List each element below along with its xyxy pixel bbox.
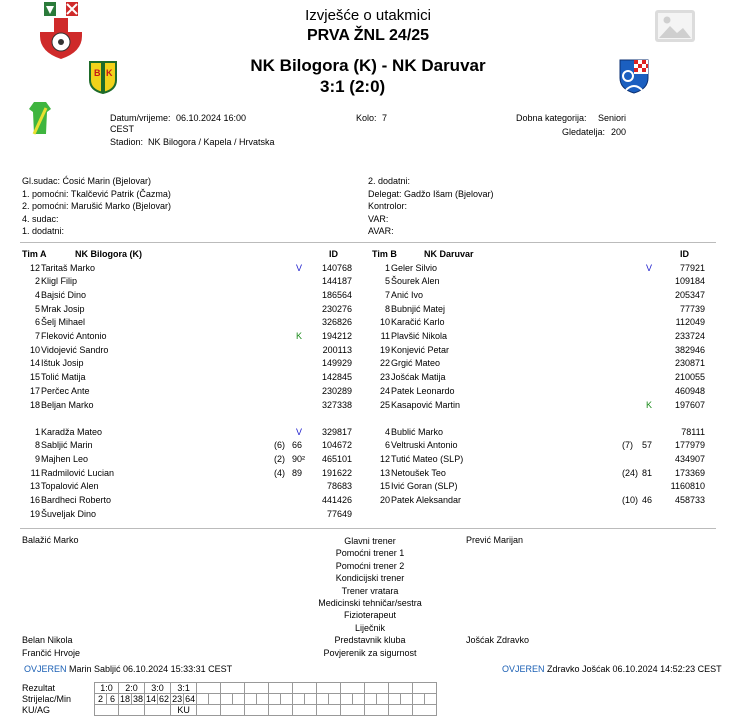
staff-role: Pomoćni trener 2 [335,560,405,571]
player-number: 5 [384,276,390,287]
player-name: Šelj Mihael [41,317,86,328]
team-b-head-coach: Prević Marijan [466,535,524,545]
kuag-cell [119,705,145,716]
divider [20,528,716,529]
sub-minute: 46 [642,495,653,505]
player-name: Kligl Filip [41,276,78,287]
score-cell [389,683,413,694]
score-cell: 2:0 [119,683,145,694]
player-id: 434907 [674,453,705,464]
player-number: 22 [379,358,390,369]
kuag-cell [221,705,245,716]
score-cell [341,683,365,694]
kuag-cell [365,705,389,716]
player-number: 7 [384,289,390,300]
player-name: Tutić Mateo (SLP) [391,453,464,464]
sub-for: (6) [274,440,285,451]
player-number: 1 [34,426,40,437]
kuag-cell [341,705,365,716]
player-number: 24 [379,385,390,396]
player-role-mark: V [296,426,303,437]
official-line: Gl.sudac: Ćosić Marin (Bjelovar) [22,176,152,186]
player-number: 13 [29,481,40,492]
player-name: Sabljić Marin [41,440,93,451]
player-name: Netoušek Teo [391,467,446,478]
player-number: 2 [34,276,40,287]
player-id: 77649 [326,508,352,519]
player-role-mark: V [296,262,303,273]
player-number: 14 [29,358,40,369]
player-number: 19 [29,508,40,519]
scorer-cell [329,694,341,705]
player-id: 382946 [674,344,705,355]
official-line: Kontrolor: [368,201,408,211]
staff-role: Pomoćni trener 1 [335,548,405,559]
scorer-cell: 14 [146,694,157,704]
player-number: 8 [384,303,390,314]
player-name: Konjević Petar [391,344,450,355]
score-cell: 3:0 [145,683,171,694]
player-name: Kasapović Martin [391,399,461,410]
player-name: Vidojević Sandro [41,344,109,355]
kuag-cell [145,705,171,716]
player-id: 465101 [321,453,352,464]
kuag-cell [269,705,293,716]
player-name: Jošćak Matija [391,372,446,383]
scorer-cell [221,694,233,705]
player-id: 1160810 [670,481,705,492]
player-id: 327338 [321,399,352,410]
scorer-cell [305,694,317,705]
score-cell [197,683,221,694]
player-name: Perčec Ante [41,385,90,396]
player-number: 15 [29,372,40,383]
player-number: 10 [29,344,40,355]
player-id: 177979 [674,440,705,451]
player-name: Veltruski Antonio [391,440,458,451]
scorer-cell [269,694,281,705]
scorer-cell [365,694,377,705]
kuag-cell [317,705,341,716]
score-table-row-label: KU/AG [22,705,51,715]
sub-minute: 81 [642,467,653,478]
scorer-cell [317,694,329,705]
official-line: 4. sudac: [22,213,59,224]
verification-right [502,664,722,674]
staff-role: Medicinski tehničar/sestra [318,598,422,609]
sub-minute: 89 [292,467,303,478]
staff-role: Trener vratara [341,585,399,596]
officials-right [368,175,494,238]
player-number: 17 [29,385,40,396]
player-number: 9 [34,453,40,464]
match-score: 3:1 (2:0) [320,77,386,96]
scorer-cell [257,694,269,705]
kuag-cell [389,705,413,716]
player-number: 1 [384,262,390,273]
player-number: 4 [384,426,390,437]
player-name: Taritaš Marko [41,262,96,273]
player-id: 197607 [674,399,705,410]
spectators-label: Gledatelja: [562,127,606,137]
competition-name: PRVA ŽNL 24/25 [306,27,430,44]
player-id: 77739 [679,303,705,314]
player-id: 112049 [675,317,705,328]
jersey-icon [28,100,52,136]
player-name: Ištuk Josip [41,358,84,369]
player-id: 104672 [321,440,352,451]
player-number: 19 [379,344,390,355]
scorer-cell: 18 [120,694,131,704]
sub-minute: 66 [292,440,303,451]
kuag-cell [197,705,221,716]
player-name: Bubnjić Matej [391,303,446,314]
score-progression-table [20,682,437,716]
player-id: 329817 [321,426,352,437]
team-b-id-header: ID [680,249,689,259]
player-name: Majhen Leo [41,453,89,464]
spectators-value: 200 [611,127,627,137]
scorer-cell [293,694,305,705]
player-number: 12 [379,453,390,464]
kuag-cell: KU [171,705,197,716]
player-number: 6 [34,317,40,328]
player-name: Geler Silvio [391,262,438,273]
staff-role: Povjerenik za sigurnost [323,647,417,658]
score-cell [365,683,389,694]
stadium-value: NK Bilogora / Kapela / Hrvatska [148,137,275,147]
official-line: AVAR: [368,226,394,236]
player-id: 205347 [674,289,705,300]
staff-role: Fizioterapeut [343,610,397,621]
player-id: 144187 [321,276,352,287]
player-id: 173369 [674,467,705,478]
player-name: Karadža Mateo [41,426,103,437]
team-a-name: NK Bilogora (K) [75,249,142,259]
score-cell [413,683,437,694]
player-number: 11 [30,467,40,478]
scorer-cell [389,694,401,705]
scorer-cell: 38 [133,694,144,704]
sub-for: (4) [274,467,285,478]
daruvar-logo-icon [618,56,650,94]
verified-word: OVJEREN [24,664,67,674]
team-b-club-rep: Jošćak Zdravko [466,635,530,645]
official-line: 2. dodatni: [368,176,411,186]
player-id: 460948 [674,385,705,396]
player-id: 186564 [321,289,352,300]
scorer-cell: 2 [95,694,107,705]
scorer-cell: 23 [172,694,183,704]
player-id: 233724 [674,331,705,341]
player-name: Karačić Karlo [391,317,445,328]
official-line: 2. pomoćni: Marušić Marko (Bjelovar) [22,201,172,211]
player-id: 78683 [326,481,352,492]
player-number: 4 [34,289,40,300]
official-line: 1. pomoćni: Tkalčević Patrik (Čazma) [22,188,171,199]
player-number: 15 [379,481,390,492]
player-id: 140768 [321,262,352,273]
player-name: Grgić Mateo [391,358,441,369]
score-cell [269,683,293,694]
datetime-label: Datum/vrijeme: [110,113,171,123]
player-number: 6 [384,440,390,451]
sub-for: (10) [622,495,639,505]
player-number: 5 [34,303,40,314]
player-id: 458733 [674,495,705,505]
player-id: 109184 [674,276,705,287]
official-line: Delegat: Gadžo Išam (Bjelovar) [368,188,494,199]
sub-minute: 90² [292,453,306,464]
player-number: 16 [29,495,40,505]
scorer-cell [245,694,257,705]
federation-crest-icon [38,2,84,60]
team-b-label: Tim B [372,249,397,259]
player-id: 230276 [321,303,352,314]
scorer-cell [413,694,425,705]
team-a-security: Frančić Hrvoje [22,648,81,658]
player-name: Bajsić Dino [41,289,87,300]
team-b-name: NK Daruvar [424,249,474,259]
score-cell: 1:0 [95,683,119,694]
category-label: Dobna kategorija: [516,113,587,123]
player-name: Topalović Alen [41,481,99,492]
staff-roles [290,535,450,659]
player-name: Beljan Marko [41,399,94,410]
player-name: Bublić Marko [391,426,444,437]
verified-by: Marin Sabljić 06.10.2024 15:33:31 CEST [69,664,233,674]
staff-role: Kondicijski trener [335,573,405,584]
player-id: 78111 [681,426,705,437]
kuag-cell [245,705,269,716]
player-id: 149929 [321,358,352,369]
player-number: 25 [379,399,390,410]
verified-by: Zdravko Jošćak 06.10.2024 14:52:23 CEST [547,664,722,674]
player-name: Radmilović Lucian [41,467,115,478]
player-number: 13 [379,467,390,478]
match-title: NK Bilogora (K) - NK Daruvar [250,56,486,75]
kolo-label: Kolo: [356,113,377,123]
team-a-label: Tim A [22,249,47,259]
score-table-row-label: Strijelac/Min [22,694,72,704]
divider [20,242,716,243]
staff-role: Liječnik [354,622,385,633]
player-number: 12 [29,262,40,273]
image-placeholder-icon [655,10,695,42]
player-id: 230289 [321,385,352,396]
scorer-cell [425,694,437,705]
scorer-cell [341,694,353,705]
score-table-row-label: Rezultat [22,683,56,693]
scorer-cell [281,694,293,705]
sub-for: (2) [274,453,285,464]
datetime-value: 06.10.2024 16:00 [176,113,247,123]
player-number: 8 [34,440,40,451]
svg-text:K: K [106,68,113,78]
player-name: Patek Leonardo [391,385,455,396]
timezone: CEST [110,124,135,134]
officials-left [22,175,171,238]
player-id: 194212 [321,331,352,341]
scorer-cell [197,694,209,705]
player-id: 210055 [674,372,705,383]
score-cell [293,683,317,694]
scorer-cell [401,694,413,705]
scorer-cell: 6 [107,694,119,705]
report-title: Izvješće o utakmici [305,7,431,24]
staff-role: Predstavnik kluba [334,635,406,646]
score-cell [317,683,341,694]
verification-left [24,664,232,674]
player-number: 18 [29,399,40,410]
category-value: Seniori [598,113,627,123]
official-line: 1. dodatni: [22,226,65,236]
player-name: Fleković Antonio [41,331,107,341]
team-a-head-coach: Balažić Marko [22,535,79,545]
player-id: 142845 [321,372,352,383]
kuag-cell [413,705,437,716]
player-name: Anić Ivo [391,289,424,300]
player-name: Plavšić Nikola [391,331,448,341]
player-name: Bardheci Roberto [41,495,112,505]
svg-text:B: B [94,68,101,78]
player-role-mark: K [296,331,303,341]
verified-word: OVJEREN [502,664,545,674]
score-cell: 3:1 [171,683,197,694]
player-name: Šuveljak Dino [41,508,97,519]
player-name: Patek Aleksandar [391,495,462,505]
player-number: 11 [380,331,390,341]
player-role-mark: K [646,399,653,410]
stadium-label: Stadion: [110,137,144,147]
player-role-mark: V [646,262,653,273]
scorer-cell [377,694,389,705]
sub-for: (7) [622,440,633,451]
kolo-value: 7 [382,113,388,123]
kuag-cell [293,705,317,716]
player-number: 10 [379,317,390,328]
team-a-id-header: ID [329,249,338,259]
score-cell [245,683,269,694]
sub-for: (24) [622,467,639,478]
player-name: Tolić Matija [41,372,86,383]
scorer-cell [353,694,365,705]
sub-minute: 57 [642,440,653,451]
official-line: VAR: [368,213,389,224]
player-name: Mrak Josip [41,303,85,314]
player-id: 441426 [321,495,352,505]
staff-role: Glavni trener [344,536,396,546]
player-number: 23 [379,372,390,383]
scorer-cell [233,694,245,705]
score-cell [221,683,245,694]
kuag-cell [95,705,119,716]
player-name: Šourek Alen [391,276,440,287]
scorer-cell [209,694,221,705]
player-id: 200113 [322,344,352,355]
player-id: 326826 [321,317,352,328]
scorer-cell: 64 [185,694,196,704]
player-id: 77921 [679,262,705,273]
player-id: 191622 [321,467,352,478]
scorer-cell: 62 [159,694,170,704]
team-a-club-rep: Belan Nikola [22,635,73,645]
player-number: 20 [379,495,390,505]
player-id: 230871 [674,358,705,369]
player-number: 7 [34,331,40,341]
bilogora-logo-icon [88,60,118,94]
player-name: Ivić Goran (SLP) [391,481,458,492]
